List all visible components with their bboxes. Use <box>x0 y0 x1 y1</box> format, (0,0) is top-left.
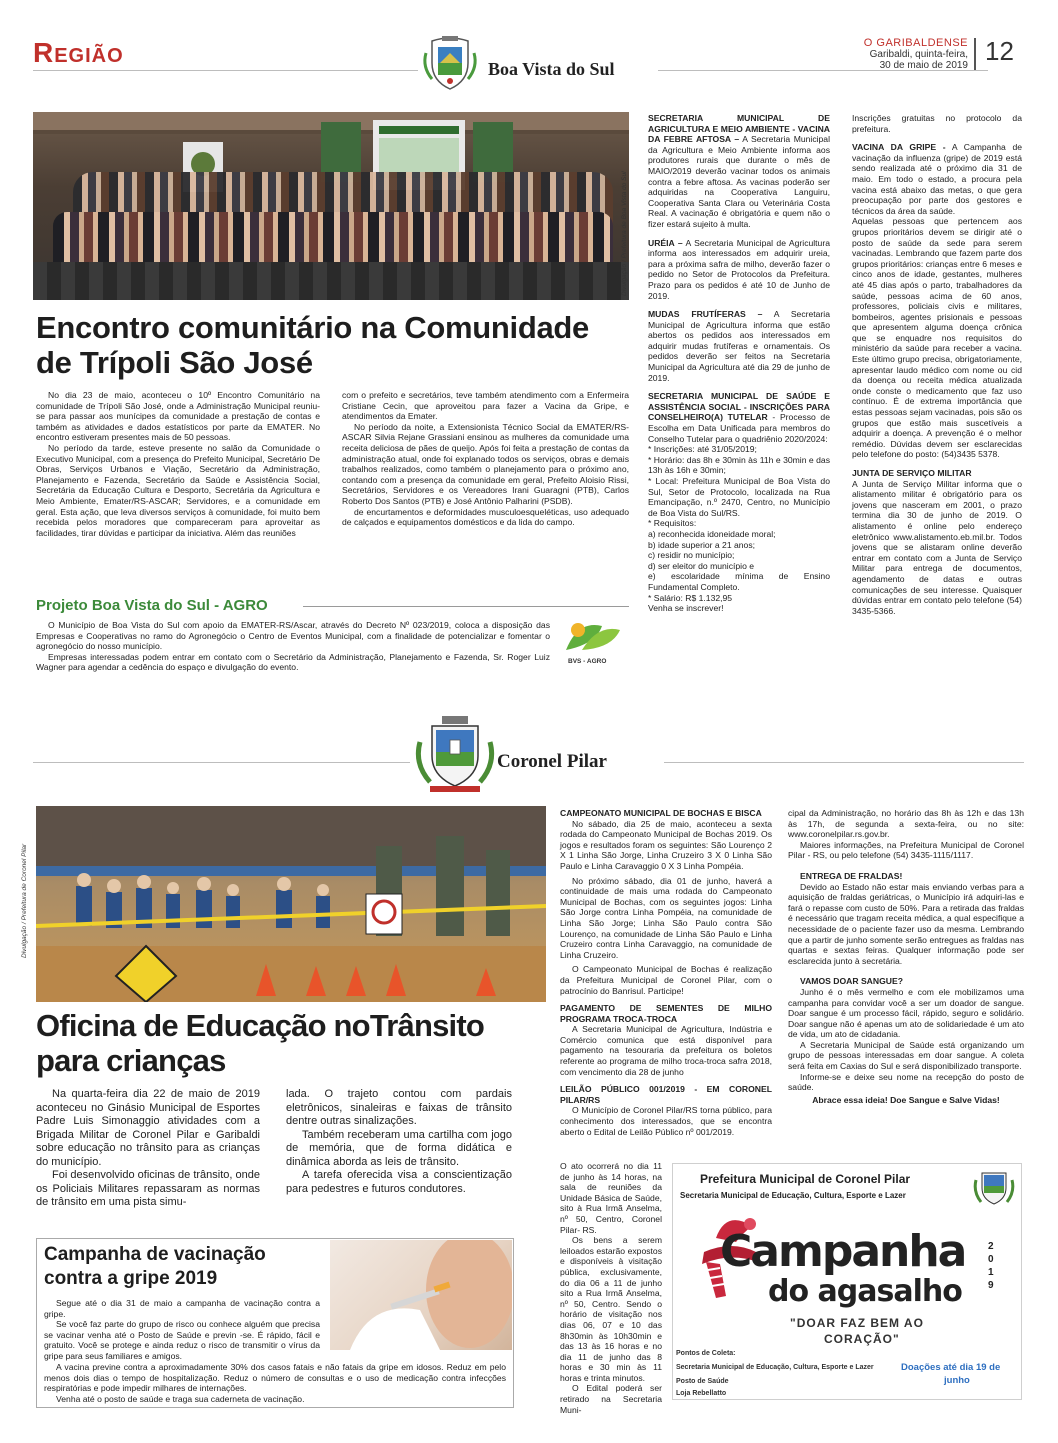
paragraph: No período da noite, a Extensionista Técnico Social da EMATER/RS-ASCAR Silvia Rejane Grassiani ensinou as mulheres da comunidade uma receita deliciosa de pães de queijo. Após foi feita a prestação de contas da administração atual, onde foi explanado todos os serviços, obras e demais trabalhos realizados, como também o planejamento para o próximo ano, contando com a presença da comunidade em geral, Prefeito Aloisio Rissi, Secretários, Servidores e os Vereadores Irani Guaragni (PTB), Carlos Roberto Dos Santos (PTB) e José Antônio Palharini (PSDB). <box>342 421 629 506</box>
list-item: * Requisitos: <box>648 518 697 529</box>
paragraph: Devido ao Estado não estar mais enviando verbas para a aquisição de fraldas geriátricas, o Município irá adquiri-las e fará o repasse com custo de 50%. Para a retirada das fraldas é necessário que tragam receita médica, a qual especifique a necessidade de o paciente fazer uso da mesma. Lembrando que a partir de junho somente serão entregues as fraldas nas quartas e sextas feiras. Qualquer informação pode ser esclarecida junto à secretária. <box>788 881 1024 966</box>
ad-point-2: Posto de Saúde <box>676 1378 729 1385</box>
header-rule-left <box>33 70 418 71</box>
ad-slogan-line2: CORAÇÃO" <box>824 1332 900 1346</box>
notice-heading: PAGAMENTO DE SEMENTES DE MILHO PROGRAMA TROCA-TROCA <box>560 1003 772 1024</box>
paragraph: Venha até o posto de saúde e traga sua caderneta de vacinação. <box>56 1393 305 1404</box>
page-number-divider <box>974 38 976 70</box>
paragraph: O Município de Coronel Pilar/RS torna público, para conhecimento dos interessados, que se encontra aberto o Edital de Leilão Público nº 001/2019. <box>560 1105 772 1137</box>
notice-aftosa <box>648 113 830 230</box>
notice-heading: JUNTA DE SERVIÇO MILITAR <box>852 468 972 478</box>
cp-notices-col3-narrow <box>560 1161 662 1415</box>
cp-headline-line1: Oficina de Educação noTrânsito <box>36 1008 484 1043</box>
ad-campaign-line1: Campanha <box>720 1226 966 1277</box>
notice-heading: MUDAS FRUTÍFERAS – <box>648 309 763 320</box>
notice-heading: CAMPEONATO MUNICIPAL DE BOCHAS E BISCA <box>560 808 762 818</box>
paragraph: A vacina previne contra a aproximadamente 30% dos casos fatais e não fatais da gripe em idosos. Reduz em pelo menos dois dias o tempo de hospitalização. Reduz o número de consultas e o uso de medicação contra infecções respiratórias e pode impedir milhares de internações. <box>44 1362 506 1394</box>
paragraph: O Edital poderá ser retirado na Secretaria Muni- <box>560 1383 662 1415</box>
notice-heading: VACINA DA GRIPE - <box>852 142 946 153</box>
cp-header-rule-left <box>33 762 410 763</box>
agro-title: Projeto Boa Vista do Sul - AGRO <box>36 597 268 614</box>
list-item: Venha se inscrever! <box>648 603 724 614</box>
municipality-name-cp: Coronel Pilar <box>497 751 607 772</box>
paragraph: A Junta de Serviço Militar informa que o alistamento militar é obrigatório para os jovens que nasceram em 2001, o prazo termina dia 30 de junho de 2019. O alistamento é online pelo endereço eletrônico www.alistamento.eb.mil.br. Todos jovens que se alistaram online deverão entrar em contato com a Junta de Serviço Militar para entrega de documentos, agendamento de datas e outras comunicações de seu interesse. Quaisquer dúvidas entrar em contato pelo telefone (54) 3435-5366. <box>852 478 1022 616</box>
vaccination-title-line1: Campanha de vacinação <box>44 1244 266 1265</box>
ad-point-3: Loja Rebellatto <box>676 1390 727 1397</box>
traffic-education-photo <box>36 806 546 1002</box>
paragraph: No próximo sábado, dia 01 de junho, haverá a continuidade de mais uma rodada do Campeonato Municipal de Bochas, com os seguintes jogos: Linha São Jorge contra Linha Pompéia, na comunidade de Linha São Jorge; Linha São Paulo contra São Lourenço, na comunidade de Linha São Paulo e Linha Cruzeiro contra Linha Caravaggio, na comunidade de Linha Cruzeiro. <box>560 875 772 960</box>
notice-heading: LEILÃO PÚBLICO 001/2019 - EM CORONEL PILAR/RS <box>560 1084 772 1105</box>
notice-heading: Abrace essa ideia! Doe Sangue e Salve Vidas! <box>812 1094 1000 1105</box>
ad-subtitle: Secretaria Municipal de Educação, Cultura, Esporte e Lazer <box>680 1191 906 1200</box>
list-item: a) reconhecida idoneidade moral; <box>648 528 776 539</box>
paragraph: No período da tarde, esteve presente no salão da Comunidade o Executivo Municipal, com a presença do Prefeito Municipal, Secretário De Obras, Serviços Urbanos e Viação, Secretário da Administração, Planejamento e Fazenda, Secretário da Saúde e Assistência Social, Secretária da Educação Cultura e Desporto, Secretária da Agricultura e Meio Ambiente, Emater/RS-ASCAR; Servidores, e a comunidade em geral. Esta ação, que leva diversos serviços à comunidade, foi muito bem recebida pelos moradores que compareceram para aproveitar as facilidades, tirar dúvidas e participar da iniciativa. Além das reuniões <box>36 442 320 538</box>
paragraph: Também receberam uma cartilha com jogo de memória, que de forma didática e dinâmica aborda as leis de trânsito. <box>286 1128 512 1168</box>
paragraph: Segue até o dia 31 de maio a campanha de vacinação contra a gripe. <box>44 1298 320 1319</box>
ad-donations-line1: Doações até dia 19 de <box>901 1362 1001 1373</box>
list-item: e) escolaridade mínima de Ensino Fundamental Completo. <box>648 571 830 592</box>
bvs-article-col2 <box>342 390 629 528</box>
coronel-pilar-crest-icon <box>412 712 498 798</box>
ad-points-title: Pontos de Coleta: <box>676 1350 736 1357</box>
paragraph: Junho é o mês vermelho e com ele mobilizamos uma campanha para convidar você a ser um doador de sangue. Doar sangue é um processo fácil, rápido, seguro e solidário. Doar sangue não é apenas um ato de solidariedade é um ato de vida, um ato de cidadania. <box>788 986 1024 1040</box>
list-item: d) ser eleitor do município e <box>648 560 755 571</box>
notice-heading: SECRETARIA MUNICIPAL DE AGRICULTURA E MEIO AMBIENTE - VACINA DA FEBRE AFTOSA – <box>648 113 830 145</box>
paragraph: Informe-se e deixe seu nome na recepção do posto de saúde. <box>788 1071 1024 1093</box>
vaccination-text-col <box>44 1298 320 1362</box>
cp-article-col2 <box>286 1088 512 1196</box>
paragraph: Os bens a serem leiloados estarão expostos e disponíveis à visitação pública, exclusivamente, do dia 06 a 11 de junho sito a Rua Irmã Anselma, nº 50, Centro. Sendo o horário de visitação nos dias 06, 07 e 10 das 8h30min às 10h30min e das 13 às 16 horas e no dia 11 de junho das 8 horas e 30 min às 11 horas e trinta minutos. <box>560 1235 662 1383</box>
ad-donations-line2: junho <box>944 1375 970 1386</box>
list-item: * Inscrições: até 31/05/2019; <box>648 444 757 455</box>
cp-photo-credit: Divulgação / Prefeitura de Coronel Pilar <box>21 843 28 958</box>
bvs-agro-logo-label: BVS - AGRO <box>568 658 607 665</box>
dateline-weekday: Garibaldi, quinta-feira, <box>869 49 968 60</box>
page-number: 12 <box>985 36 1014 66</box>
notice-heading: URÉIA – <box>648 237 683 248</box>
paragraph: lada. O trajeto contou com pardais eletrônicos, sinaleiras e faixas de trânsito dentre outras sinalizações. <box>286 1088 512 1127</box>
ad-campaign-line2: do agasalho <box>768 1274 962 1309</box>
municipality-name-bvs: Boa Vista do Sul <box>488 59 615 79</box>
paragraph: cipal da Administração, no horário das 8h às 12h e das 13h às 17h, de segunda a sexta-feira, ou no site: www.coronelpilar.rs.gov.br. <box>788 808 1024 840</box>
community-meeting-photo <box>33 112 629 300</box>
bvs-agro-logo-icon <box>558 614 626 664</box>
coronel-pilar-crest-small-icon <box>972 1166 1016 1210</box>
notice-body: A Secretaria Municipal da Agricultura e Meio Ambiente informa aos produtores rurais que durante o mês de MAIO/2019 deverão vacinar todos os animais contra a febre aftosa. As vacinas poderão ser adquiridas na Cooperativa Languiru, Cooperativa Santa Clara ou Veterinária Costa Real. A vacinação é obrigatória e quem não o fizer estará sujeito à multa. <box>648 134 830 229</box>
vaccination-title-line2: contra a gripe 2019 <box>44 1268 218 1289</box>
bvs-headline-line2: de Trípoli São José <box>36 345 313 380</box>
list-item: c) residir no município; <box>648 550 735 561</box>
paragraph: A Secretaria Municipal de Saúde está organizando um grupo de pessoas interessadas em doar sangue. A coleta será feita em Caxias do Sul e será disponibilizado transporte. <box>788 1039 1024 1072</box>
ad-title: Prefeitura Municipal de Coronel Pilar <box>700 1172 911 1186</box>
list-item: * Horário: das 8h e 30min às 11h e 30min e das 13h às 16h e 30min; <box>648 454 830 476</box>
notice-body: - Processo de Escolha em Data Unificada para membros do Conselho Tutelar para o quadriênio 2020/2024: <box>648 412 830 444</box>
paragraph: O ato ocorrerá no dia 11 de junho às 14 horas, na sala de reuniões da Unidade Básica de Saúde, sito à Rua Irmã Anselma, nº 50, Centro, Coronel Pilar- RS. <box>560 1161 662 1235</box>
paragraph: No dia 23 de maio, aconteceu o 10º Encontro Comunitário na comunidade de Trípoli São José, onde a Administração Municipal reuniu-se para passar aos munícipes da comunidade a prestação de contas e também as atividades e dados estatísticos por parte da EMATER. No encontro estiveram presentes mais de 50 pessoas. <box>36 390 320 443</box>
vaccination-text-full <box>44 1362 506 1404</box>
dateline-date: 30 de maio de 2019 <box>879 60 968 71</box>
vaccination-photo <box>330 1240 512 1350</box>
cp-header-rule-right <box>664 762 1024 763</box>
paragraph: Inscrições gratuitas no protocolo da prefeitura. <box>852 113 1022 134</box>
bvs-notices-col3 <box>648 113 830 614</box>
paragraph: Se você faz parte do grupo de risco ou conhece alguém que precisa se vacinar venha até o Posto de Saúde e previn -se. É rápido, fácil e gratuito. Você se protege e ainda reduz o risco de transmitir o vírus da gripe para seus familiares e amigos. <box>44 1319 320 1361</box>
bvs-article-col1 <box>36 390 320 538</box>
ad-slogan-line1: "DOAR FAZ BEM AO <box>790 1316 924 1330</box>
paragraph: O Município de Boa Vista do Sul com apoio da EMATER-RS/Ascar, através do Decreto Nº 023/2019, coloca a disposição das Empresas e Cooperativas no ramo do Agronegócio o Centro de Eventos Municipal, com a finalidade de potencializar e fomentar o agronegócio do nosso município. <box>36 620 550 652</box>
agro-title-rule <box>303 606 629 607</box>
bvs-photo-credit: Divulgação / Prefeitura de Boa Vista do Sul <box>621 171 628 296</box>
notice-heading: ENTREGA DE FRALDAS! <box>800 870 903 881</box>
notice-ureia <box>648 238 830 302</box>
list-item: * Salário: R$ 1.132,95 <box>648 592 733 603</box>
cp-notices-col3 <box>560 808 772 1137</box>
cp-headline-line2: para crianças <box>36 1043 226 1078</box>
paragraph: A Secretaria Municipal de Agricultura, Indústria e Comércio comunica que está disponível para pagamento na tesouraria da prefeitura os boletos referente ao programa de milho troca-troca safra 2018, com vencimento dia 28 de junho <box>560 1024 772 1077</box>
notice-conselho <box>648 391 830 444</box>
paragraph: A tarefa oferecida visa a conscientização para pedestres e futuros condutores. <box>286 1169 512 1195</box>
boa-vista-do-sul-crest-icon <box>420 33 480 93</box>
paragraph: O Campeonato Municipal de Bochas é realização da Prefeitura Municipal de Coronel Pilar, com o patrocínio do Banrisul. Participe! <box>560 964 772 996</box>
bvs-headline-line1: Encontro comunitário na Comunidade <box>36 310 589 345</box>
notice-body: A Campanha de vacinação da influenza (gripe) de 2019 está sendo realizada até o próximo dia 31 de maio. Em todo o estado, a procura pela vacina está abaixo das metas, o que gera preocupação por parte dos gestores e técnicos da área da saúde. <box>852 142 1022 216</box>
section-title: Região <box>33 37 124 68</box>
paragraph: com o prefeito e secretários, teve também atendimento com a Enfermeira Cristiane Cecin, que aproveitou para fazer a Vacina da Gripe, e atendimentos da Emater. <box>342 390 629 422</box>
notice-heading: VAMOS DOAR SANGUE? <box>800 976 903 987</box>
paragraph: de encurtamentos e deformidades musculoesqueléticas, uso adequado de calçados e equipamentos domésticos e da lida do campo. <box>342 506 629 528</box>
paragraph: Na quarta-feira dia 22 de maio de 2019 aconteceu no Ginásio Municipal de Esportes Padre Luis Simonaggio atividades com a Brigada Militar de Coronel Pilar e Garibaldi sobre educação no trânsito para as crianças do município. <box>36 1088 260 1168</box>
newspaper-name: O GARIBALDENSE <box>863 37 968 49</box>
ad-year: 2019 <box>988 1241 994 1291</box>
cp-article-col1 <box>36 1088 260 1210</box>
list-item: * Local: Prefeitura Municipal de Boa Vista do Sul, Setor de Protocolo, localizada na Rua Emancipação, n.º 2470, Centro, no Município de Boa Vista do Sul/RS. <box>648 476 830 518</box>
agro-article <box>36 620 550 673</box>
cp-notices-col4 <box>788 808 1024 1105</box>
paragraph: Empresas interessadas podem entrar em contato com o Secretário da Administração, Planejamento e Fazenda, Sr. Roger Luiz Wagner para agendar a cedência do espaço e divulgação do evento. <box>36 651 550 673</box>
notice-gripe <box>852 142 1022 216</box>
paragraph: Foi desenvolvido oficinas de trânsito, onde os Policiais Militares repassaram as normas de trânsito em uma pista simu- <box>36 1169 260 1208</box>
notice-mudas <box>648 309 830 383</box>
paragraph: No sábado, dia 25 de maio, aconteceu a sexta rodada do Campeonato Municipal de Bochas 2019. Os jogos e resultados foram os seguintes: São Lourenço 2 X 1 Linha São Jorge, Linha Cruzeiro 3 X 0 Linha São Paulo e Linha Caravaggio 0 X 3 Linha Pompéia. <box>560 818 772 871</box>
notice-body: A Secretaria Municipal de Agricultura informa que estão abertos os pedidos aos interessados em adquirir mudas frutíferas e ornamentais. Os pedidos deverão ser feitos na Secretaria Municipal da Agricultura até dia 29 de junho de 2019. <box>648 309 830 383</box>
paragraph: Maiores informações, na Prefeitura Municipal de Coronel Pilar - RS, ou pelo telefone (54) 3435-1115/1117. <box>788 839 1024 861</box>
bvs-notices-col4 <box>852 113 1022 616</box>
ad-point-1: Secretaria Municipal de Educação, Cultura, Esporte e Lazer <box>676 1364 874 1371</box>
notice-body: A Secretaria Municipal de Agricultura informa aos interessados em adquirir ureia, para a próxima safra de milho, deverão fazer o pedido no Setor de Protocolos da Prefeitura. Prazo para os pedidos é até 10 de Junho de 2019. <box>648 237 830 301</box>
paragraph: Aquelas pessoas que pertencem aos grupos prioritários devem se dirigir até o posto de saúde da sede para serem vacinadas. Lembrando que fazem parte dos grupos prioritários: crianças entre 6 meses e cinco anos de idade, gestantes, mulheres até 45 dias após o parto, trabalhadores da saúde, pessoas acima de 60 anos, professores, policiais civis e militares, bombeiros, agentes prisionais e pessoas que apresentem alguma doença crônica que se enquadre nos requisitos do ministério da saúde para receber a vacina. Este último grupo precisa, obrigatoriamente, apresentar laudo médico com nome ou cid da doença ou receita médica atualizada onde conste o medicamento que faz uso contínuo. É de extrema importância que estas pessoas sejam vacinadas, pois são os grupos que estão mais suscetíveis a adquirir a doença. A prevenção é o melhor remédio. Dúvidas devem ser esclarecidas pelo telefone do posto: (54)3435 5378. <box>852 216 1022 460</box>
list-item: b) idade superior a 21 anos; <box>648 539 756 550</box>
notice-heading: SECRETARIA MUNICIPAL DE SAÚDE E ASSISTÊNCIA SOCIAL - INSCRIÇÕES PARA CONSELHEIRO(A) TUTELAR <box>648 391 830 423</box>
